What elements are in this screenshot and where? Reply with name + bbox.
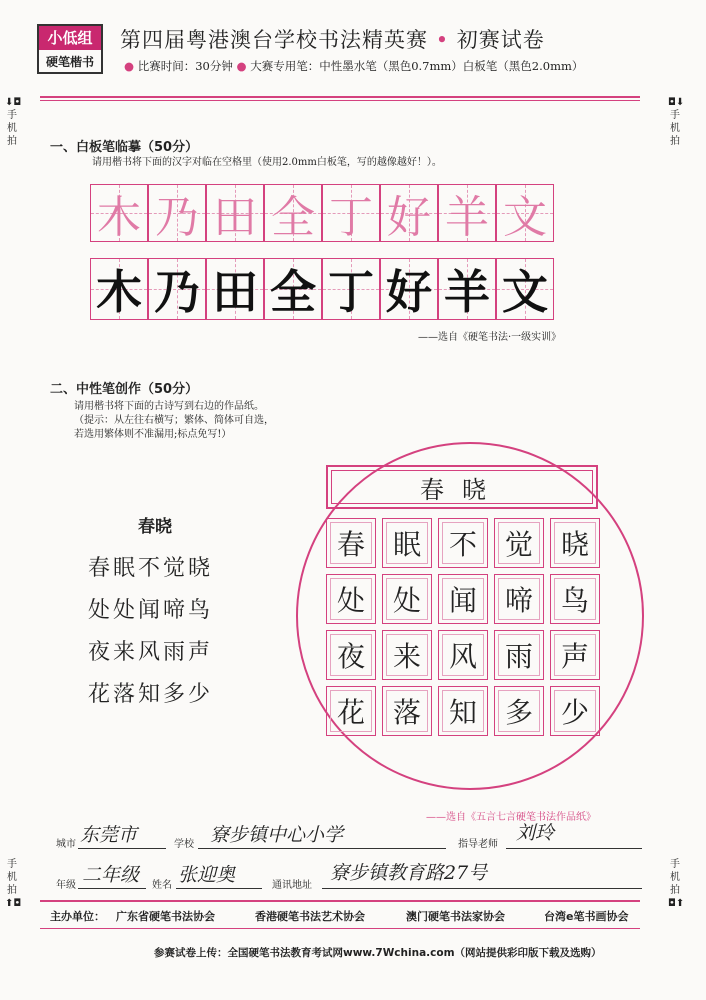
- side-note-top-right: ◘⬇ 手机拍: [668, 97, 685, 147]
- copy-cell[interactable]: 好: [380, 258, 438, 320]
- section1-title: 一、白板笔临摹（50分）: [50, 140, 199, 155]
- address-value[interactable]: 寮步镇教育路27号: [330, 862, 488, 884]
- city-value[interactable]: 东莞市: [80, 824, 138, 846]
- teacher-label: 指导老师: [458, 839, 498, 850]
- work-cell[interactable]: 风: [438, 630, 488, 680]
- copy-cell[interactable]: 田: [206, 258, 264, 320]
- copy-cell[interactable]: 乃: [148, 258, 206, 320]
- trace-cell: 木: [90, 184, 148, 242]
- work-cell[interactable]: 眠: [382, 518, 432, 568]
- teacher-underline: [506, 848, 642, 849]
- poem-line: 花落知多少: [88, 682, 214, 707]
- section1-instruction: 请用楷书将下面的汉字对临在空格里（使用2.0mm白板笔，写的越像越好！）。: [92, 157, 442, 168]
- work-title: 春晓: [420, 475, 504, 504]
- work-cell[interactable]: 啼: [494, 574, 544, 624]
- work-cell[interactable]: 处: [382, 574, 432, 624]
- school-label: 学校: [174, 839, 194, 850]
- camera-icon: ⬇◘: [5, 97, 22, 108]
- poem-line: 处处闻啼鸟: [88, 598, 214, 623]
- footer-divider-2: [40, 928, 640, 929]
- work-grid: [326, 518, 600, 736]
- work-cell[interactable]: 雨: [494, 630, 544, 680]
- work-cell[interactable]: 不: [438, 518, 488, 568]
- trace-cell: 羊: [438, 184, 496, 242]
- trace-cell: 丁: [322, 184, 380, 242]
- work-cell[interactable]: 花: [326, 686, 376, 736]
- camera-icon: ◘⬇: [668, 97, 685, 108]
- copy-cell[interactable]: 丁: [322, 258, 380, 320]
- city-label: 城市: [56, 839, 76, 850]
- work-cell[interactable]: 春: [326, 518, 376, 568]
- poem-title: 春晓: [138, 517, 172, 537]
- teacher-value[interactable]: 刘玲: [516, 822, 555, 844]
- address-underline: [322, 888, 642, 889]
- section2-source: ——选自《五言七言硬笔书法作品纸》: [426, 812, 596, 823]
- work-cell[interactable]: 闻: [438, 574, 488, 624]
- city-underline: [78, 848, 166, 849]
- address-label: 通讯地址: [272, 880, 312, 891]
- trace-cell: 全: [264, 184, 322, 242]
- trace-cell: 文: [496, 184, 554, 242]
- name-label: 姓名: [152, 880, 172, 891]
- header-divider: [40, 96, 640, 98]
- work-cell[interactable]: 夜: [326, 630, 376, 680]
- work-cell[interactable]: 声: [550, 630, 600, 680]
- time-info: 比赛时间：30分钟: [137, 59, 233, 73]
- poem-line: 夜来风雨声: [88, 640, 214, 665]
- section1-source: ——选自《硬笔书法·一级实训》: [418, 332, 562, 343]
- work-cell[interactable]: 处: [326, 574, 376, 624]
- work-title-box[interactable]: [326, 465, 598, 509]
- trace-row: [90, 184, 554, 242]
- trace-cell: 乃: [148, 184, 206, 242]
- copy-row: [90, 258, 554, 320]
- grade-label: 年级: [56, 880, 76, 891]
- section2-instruction-3: 若选用繁体则不准漏用;标点免写!）: [74, 429, 232, 440]
- footer-divider: [40, 900, 640, 902]
- work-cell[interactable]: 多: [494, 686, 544, 736]
- school-value[interactable]: 寮步镇中心小学: [210, 824, 344, 846]
- work-cell[interactable]: 来: [382, 630, 432, 680]
- trace-cell: 好: [380, 184, 438, 242]
- upload-note: 参赛试卷上传：全国硬笔书法教育考试网www.7Wchina.com（网站提供彩印版下载及选购）: [154, 947, 602, 959]
- copy-cell[interactable]: 羊: [438, 258, 496, 320]
- camera-icon: ⬆◘: [5, 898, 22, 909]
- work-cell[interactable]: 觉: [494, 518, 544, 568]
- section2-title: 二、中性笔创作（50分）: [50, 382, 199, 397]
- header-divider-thin: [40, 100, 640, 101]
- copy-cell[interactable]: 全: [264, 258, 322, 320]
- work-cell[interactable]: 知: [438, 686, 488, 736]
- poem-line: 春眠不觉晓: [88, 556, 214, 581]
- camera-icon: ◘⬆: [668, 898, 685, 909]
- grade-underline: [78, 888, 146, 889]
- copy-cell[interactable]: 文: [496, 258, 554, 320]
- organizer-2: 香港硬笔书法艺术协会: [255, 910, 365, 923]
- organizer-4: 台湾e笔书画协会: [544, 910, 629, 923]
- side-note-bottom-right: 手机拍 ◘⬆: [668, 859, 685, 909]
- work-cell[interactable]: 鸟: [550, 574, 600, 624]
- work-cell[interactable]: 落: [382, 686, 432, 736]
- group-label: 小低组: [39, 26, 101, 50]
- school-underline: [198, 848, 446, 849]
- organizer-1: 广东省硬笔书法协会: [116, 910, 215, 923]
- side-note-bottom-left: 手机拍 ⬆◘: [5, 859, 22, 909]
- side-note-top-left: ⬇◘ 手机拍: [5, 97, 22, 147]
- section2-instruction-1: 请用楷书将下面的古诗写到右边的作品纸。: [74, 401, 264, 412]
- group-badge: [37, 24, 103, 74]
- name-value[interactable]: 张迎奥: [178, 864, 236, 886]
- organizer-3: 澳门硬笔书法家协会: [406, 910, 505, 923]
- page-title: 第四届粤港澳台学校书法精英赛 • 初赛试卷: [120, 28, 545, 52]
- grade-value[interactable]: 二年级: [82, 864, 140, 886]
- section2-instruction-2: （提示：从左往右横写；繁体、简体可自选，: [74, 415, 274, 426]
- pen-info: 大赛专用笔：中性墨水笔（黑色0.7mm）白板笔（黑色2.0mm）: [250, 59, 584, 73]
- organizers-label: 主办单位：: [50, 910, 105, 923]
- exam-info: ● 比赛时间：30分钟 ● 大赛专用笔：中性墨水笔（黑色0.7mm）白板笔（黑色2.0mm）: [124, 59, 584, 73]
- copy-cell[interactable]: 木: [90, 258, 148, 320]
- work-cell[interactable]: 晓: [550, 518, 600, 568]
- work-cell[interactable]: 少: [550, 686, 600, 736]
- name-underline: [176, 888, 262, 889]
- group-sub-label: 硬笔楷书: [45, 55, 94, 69]
- trace-cell: 田: [206, 184, 264, 242]
